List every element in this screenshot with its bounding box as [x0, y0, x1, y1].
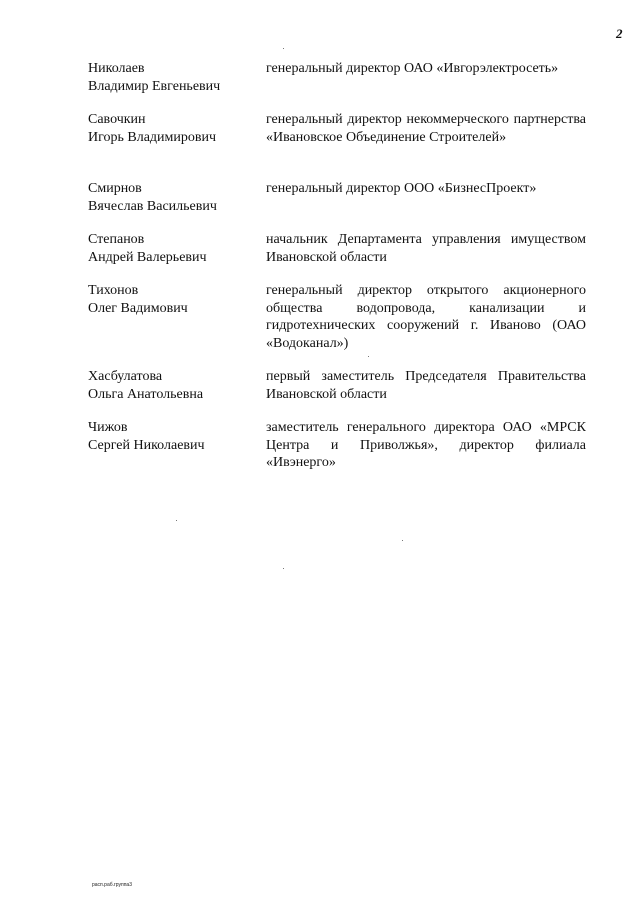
member-surname: Савочкин	[88, 112, 146, 127]
member-position: генеральный директор ООО «БизнесПроект»	[266, 181, 537, 196]
scan-speck	[283, 48, 284, 49]
scan-speck	[402, 540, 403, 541]
footer-file-code: расп.раб.группа3	[92, 882, 132, 888]
member-position: генеральный директор ОАО «Ивгорэлектросеть»	[266, 61, 559, 76]
member-name	[88, 111, 258, 146]
member-given-names: Ольга Анатольевна	[88, 386, 204, 402]
member-position: начальник Департамента управления имуществом Ивановской области	[266, 232, 586, 265]
member-name	[88, 282, 258, 317]
member-name	[88, 368, 258, 403]
member-surname: Степанов	[88, 232, 145, 247]
member-given-names: Вячеслав Васильевич	[88, 198, 217, 214]
member-given-names: Сергей Николаевич	[88, 437, 205, 453]
page-number-mark: 2	[616, 26, 623, 41]
member-surname: Хасбулатова	[88, 369, 163, 384]
member-given-names: Владимир Евгеньевич	[88, 78, 221, 94]
member-surname: Николаев	[88, 61, 145, 76]
member-given-names: Андрей Валерьевич	[88, 249, 207, 265]
member-position: генеральный директор открытого акционерного общества водопровода, канализации и гидротехнических сооружений г. Иваново (ОАО «Водоканал»)	[266, 283, 586, 351]
member-surname: Чижов	[88, 420, 128, 435]
scan-speck	[283, 568, 284, 569]
member-given-names: Игорь Владимирович	[88, 129, 217, 145]
member-surname: Тихонов	[88, 283, 139, 298]
member-position: генеральный директор некоммерческого партнерства «Ивановское Объединение Строителей»	[266, 112, 586, 145]
member-name	[88, 60, 258, 95]
member-name	[88, 180, 258, 215]
member-position: первый заместитель Председателя Правительства Ивановской области	[266, 369, 586, 402]
member-name	[88, 419, 258, 454]
member-position: заместитель генерального директора ОАО «МРСК Центра и Приволжья», директор филиала «Ивэнерго»	[266, 420, 586, 470]
member-name	[88, 231, 258, 266]
scan-speck	[368, 356, 369, 357]
scan-speck	[176, 520, 177, 521]
member-surname: Смирнов	[88, 181, 142, 196]
member-given-names: Олег Вадимович	[88, 300, 188, 316]
